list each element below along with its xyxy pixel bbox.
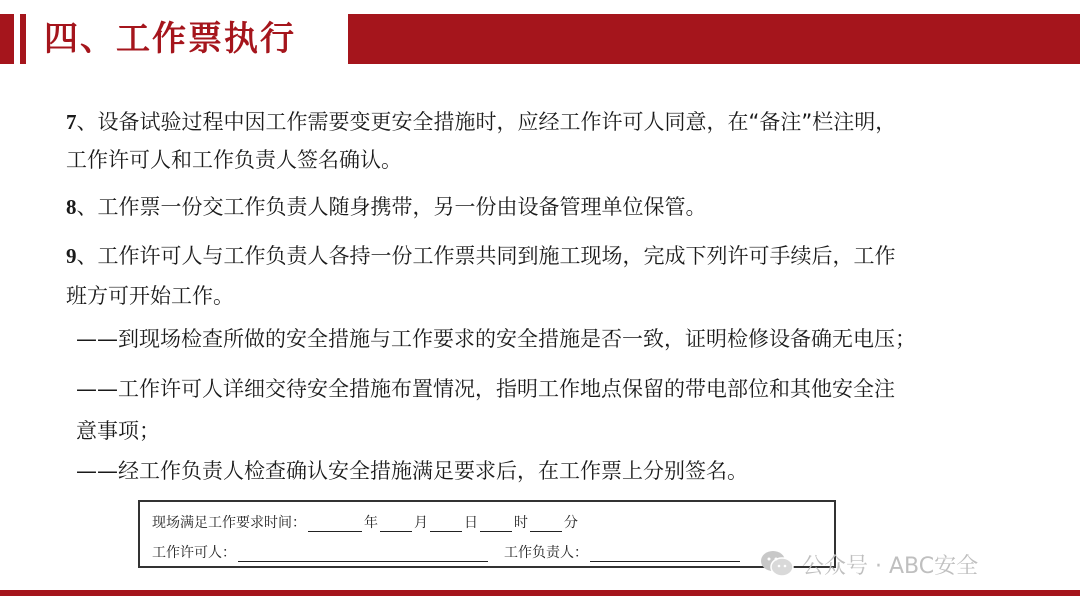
item-text: 、工作许可人与工作负责人各持一份工作票共同到施工现场，完成下列许可手续后，工作	[76, 244, 896, 268]
item-9-continuation: 班方可开始工作。	[66, 284, 234, 308]
year-field[interactable]	[308, 517, 362, 532]
item-7-continuation: 工作许可人和工作负责人签名确认。	[66, 148, 402, 172]
hour-field[interactable]	[480, 517, 512, 532]
dash-item-2: ——工作许可人详细交待安全措施布置情况，指明工作地点保留的带电部位和其他安全注	[76, 377, 895, 401]
hour-label: 时	[514, 515, 528, 531]
page-title: 四、工作票执行	[44, 19, 296, 59]
minute-field[interactable]	[530, 517, 562, 532]
item-number: 9	[66, 244, 77, 268]
time-label: 现场满足工作要求时间：	[152, 515, 306, 531]
wechat-icon	[760, 549, 794, 579]
item-7	[66, 103, 896, 141]
item-text: 、设备试验过程中因工作需要变更安全措施时，应经工作许可人同意，在“备注”栏注明，	[76, 110, 897, 134]
header-accent-bar-thin	[20, 14, 26, 64]
leader-label: 工作负责人：	[504, 545, 588, 561]
item-number: 8	[66, 195, 77, 219]
leader-signature-field[interactable]	[590, 547, 740, 562]
time-row	[152, 512, 578, 532]
watermark	[760, 546, 978, 582]
permit-signature-field[interactable]	[238, 547, 488, 562]
month-field[interactable]	[380, 517, 412, 532]
permit-label: 工作许可人：	[152, 545, 236, 561]
header-banner	[348, 14, 1080, 64]
dash-item-2-continuation: 意事项；	[76, 419, 160, 443]
item-8	[66, 188, 707, 226]
item-text: 、工作票一份交工作负责人随身携带，另一份由设备管理单位保管。	[76, 195, 707, 219]
footer-bar	[0, 590, 1080, 596]
header-accent-bar	[0, 14, 14, 64]
dash-item-3: ——经工作负责人检查确认安全措施满足要求后，在工作票上分别签名。	[76, 459, 748, 483]
minute-label: 分	[564, 515, 578, 531]
dash-item-1: ——到现场检查所做的安全措施与工作要求的安全措施是否一致，证明检修设备确无电压；	[76, 327, 916, 351]
day-label: 日	[464, 515, 478, 531]
signature-form	[138, 500, 836, 568]
signature-row	[152, 542, 742, 562]
day-field[interactable]	[430, 517, 462, 532]
item-number: 7	[66, 110, 77, 134]
watermark-text: 公众号 · ABC安全	[802, 553, 979, 579]
year-label: 年	[364, 515, 378, 531]
month-label: 月	[414, 515, 428, 531]
item-9	[66, 237, 896, 275]
